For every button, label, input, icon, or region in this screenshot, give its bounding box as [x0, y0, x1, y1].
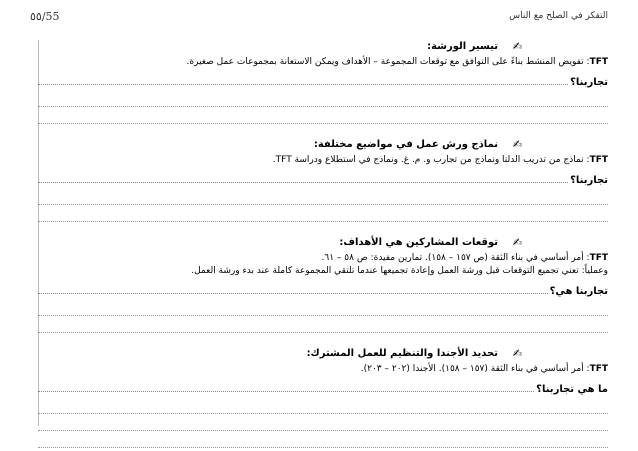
answer-dotted-line[interactable]	[38, 205, 608, 222]
experience-label: ما هي تجاربنا؟	[536, 384, 608, 395]
answer-dotted-line[interactable]	[38, 173, 568, 183]
tft-tag: TFT	[589, 155, 608, 165]
section-body	[38, 363, 608, 376]
section-body	[38, 252, 608, 278]
section-title-text: نماذج ورش عمل في مواضيع مختلفة:	[313, 139, 498, 150]
page-content	[38, 40, 608, 448]
writing-hand-icon: ✍	[512, 347, 522, 360]
answer-dotted-line[interactable]	[38, 316, 608, 333]
answer-dotted-line[interactable]	[38, 284, 548, 294]
experience-heading	[38, 382, 608, 397]
section-title-text: تحديد الأجندا والتنظيم للعمل المشترك:	[306, 348, 498, 359]
tft-tag: TFT	[589, 364, 608, 374]
section-workshop-facilitation	[38, 40, 608, 124]
page-header	[30, 10, 608, 28]
section-title-text: توقعات المشاركين هي الأهداف:	[339, 237, 498, 248]
section-workshop-models	[38, 138, 608, 222]
body-line	[38, 265, 608, 278]
experience-heading	[38, 284, 608, 299]
section-participant-expectations	[38, 236, 608, 333]
experience-label: تجاربنا هي؟	[549, 286, 608, 297]
experience-label: تجاربنا؟	[570, 77, 608, 88]
answer-dotted-line[interactable]	[38, 90, 608, 107]
section-body	[38, 154, 608, 167]
body-text: وعملياً: تعني تجميع التوقعات قبل ورشة العمل وإعادة تجميعها عندما تلتقي المجموعة كاملة عند بدء ورشة العمل.	[191, 266, 608, 276]
body-text: : أمر أساسي في بناء الثقة (١٥٧ – ١٥٨). الأجندا (٢٠٢ – ٢٠٣).	[360, 364, 590, 374]
body-text: : نماذج من تدريب الدلتا ونماذج من تجارب و. م. غ. ونماذج في استطلاع ودراسة TFT.	[272, 155, 590, 165]
body-text: : أمر أساسي في بناء الثقة (ص ١٥٧ – ١٥٨). تمارين مفيدة: ص ٥٨ – ٦١.	[321, 253, 590, 263]
tft-tag: TFT	[589, 253, 608, 263]
section-agenda-organization	[38, 347, 608, 448]
experience-heading	[38, 173, 608, 188]
section-title	[38, 138, 608, 152]
section-title	[38, 40, 608, 54]
section-body	[38, 56, 608, 69]
body-text: : تفويض المنشط بناءً على التوافق مع توقعات المجموعة – الأهداف ويمكن الاستعانة بمجموعات عمل صغيرة.	[186, 57, 590, 67]
writing-hand-icon: ✍	[512, 236, 522, 249]
page-number: ٥٥/55	[30, 10, 60, 23]
answer-dotted-line[interactable]	[38, 188, 608, 205]
answer-dotted-line[interactable]	[38, 414, 608, 431]
section-title-text: تيسير الورشة:	[427, 41, 498, 52]
running-title: التفكر في الصلح مع الناس	[509, 11, 608, 21]
answer-dotted-line[interactable]	[38, 75, 568, 85]
body-line	[38, 154, 608, 167]
body-line	[38, 252, 608, 265]
body-line	[38, 56, 608, 69]
experience-heading	[38, 75, 608, 90]
answer-dotted-line[interactable]	[38, 382, 534, 392]
answer-dotted-line[interactable]	[38, 397, 608, 414]
writing-hand-icon: ✍	[512, 138, 522, 151]
body-line	[38, 363, 608, 376]
tft-tag: TFT	[589, 57, 608, 67]
section-title	[38, 236, 608, 250]
answer-dotted-line[interactable]	[38, 299, 608, 316]
section-title	[38, 347, 608, 361]
experience-label: تجاربنا؟	[570, 175, 608, 186]
writing-hand-icon: ✍	[512, 40, 522, 53]
answer-dotted-line[interactable]	[38, 431, 608, 448]
answer-dotted-line[interactable]	[38, 107, 608, 124]
